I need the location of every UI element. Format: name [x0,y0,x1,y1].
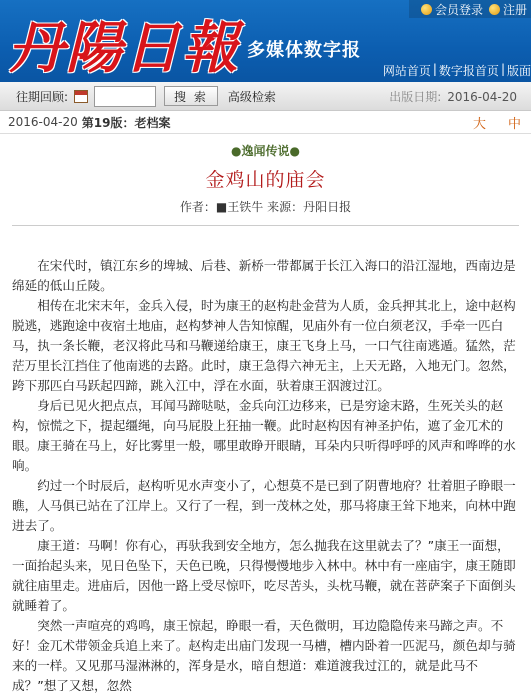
newspaper-logo[interactable]: 丹陽日報 [8,15,240,81]
login-label: 会员登录 [434,2,483,17]
divider [12,225,519,226]
paragraph: 相传在北宋末年，金兵入侵，时为康王的赵构赴金营为人质，金兵押其北上，途中赵构脱逃，逃跑途中夜宿土地庙，赵构梦神人告知惊醒，见庙外有一位白须老汉，手牵一匹白马，执一条长鞭，老汉将此马和马鞭递给康王，康王飞身上马，一口气往南逃遁。猛然，茫茫万里长江挡住了他南逃的去路。此时，康王急得六神无主，上天无路，入地无门。忽然，跨下那匹白马跃起四蹄，跳入江中，浮在水面，驮着康王泅渡过江。 [12,298,516,393]
user-icon [421,4,432,15]
login-link[interactable] [421,1,483,18]
site-header [0,0,531,82]
header-nav [381,62,531,79]
article-byline: 作者：■王铁牛 来源：丹阳日报 [179,200,352,214]
nav-sep: | [500,62,505,76]
font-size-switcher [451,113,521,132]
font-large-button[interactable]: 大 [472,116,486,132]
nav-digital-home[interactable]: 数字报首页 [438,64,499,78]
article [0,142,531,696]
nav-site-home[interactable]: 网站首页 [382,64,431,78]
article-kicker: ●逸闻传说● [231,144,300,158]
nav-sep: | [432,62,437,76]
publish-date-label: 出版日期: [389,89,442,104]
paragraph: 康王道：马啊！你有心，再驮我到安全地方，怎么抛我在这里就去了？”康王一面想，一面抬起头来，见日色坠下，天色已晚，只得慢慢地步入林中。林中有一座庙宇，康王随即就往庙里走。进庙后，因他一路上受尽惊吓，吃尽苦头，头枕马鞭，就在菩萨案子下面倒头就睡着了。 [12,538,516,613]
top-links [409,0,531,18]
search-button[interactable]: 搜 索 [164,86,218,106]
register-icon [489,4,500,15]
register-label: 注册 [502,2,527,17]
issue-info-bar [0,111,531,134]
article-title: 金鸡山的庙会 [205,169,326,191]
advanced-search-link[interactable]: 高级检索 [227,89,276,104]
paragraph: 在宋代时，镇江东乡的埤城、后巷、新桥一带都属于长江入海口的沿江湿地，西南边是绵延的低山丘陵。 [12,258,516,293]
publish-date [389,88,517,105]
font-medium-button[interactable]: 中 [507,116,521,132]
back-issue-label: 往期回顾: [16,89,69,104]
paragraph: 突然一声喧亮的鸡鸣，康王惊起，睁眼一看，天色微明，耳边隐隐传来马蹄之声。不好！金兀术带领金兵追上来了。赵构走出庙门发现一马槽，槽内卧着一匹泥马，颜色却与骑来的一样。又见那马湿淋淋的，浑身是水，暗自想道：难道渡我过江的，就是此马不成？”想了又想，忽然 [12,618,516,693]
issue-date: 2016-04-20 [8,115,78,129]
nav-pages[interactable]: 版面 [506,64,531,78]
search-toolbar [0,82,531,111]
article-body [12,256,519,696]
search-input[interactable] [94,86,156,107]
site-subtitle: 多媒体数字报 [247,40,361,61]
publish-date-value: 2016-04-20 [447,89,517,104]
section-name: 第19版：老档案 [81,115,171,130]
calendar-icon[interactable] [74,90,88,103]
register-link[interactable] [489,1,527,18]
paragraph: 身后已见火把点点，耳闻马蹄哒哒，金兵向江边移来，已是穷途末路，生死关头的赵构，惊慌之下，提起缰绳，向马屁股上狂抽一鞭。此时赵构因有神圣护佑，遮了金兀术的眼。康王骑在马上，好比雾里一般，哪里敢睁开眼睛，耳朵内只听得呼呼的风声和哗哗的水响。 [12,398,516,473]
paragraph: 约过一个时辰后，赵构听见水声变小了，心想莫不是已到了阴曹地府？壮着胆子睁眼一瞧，人马俱已站在了江岸上。又行了一程，到一茂林之处，那马将康王耸下地来，向林中跑进去了。 [12,478,516,533]
